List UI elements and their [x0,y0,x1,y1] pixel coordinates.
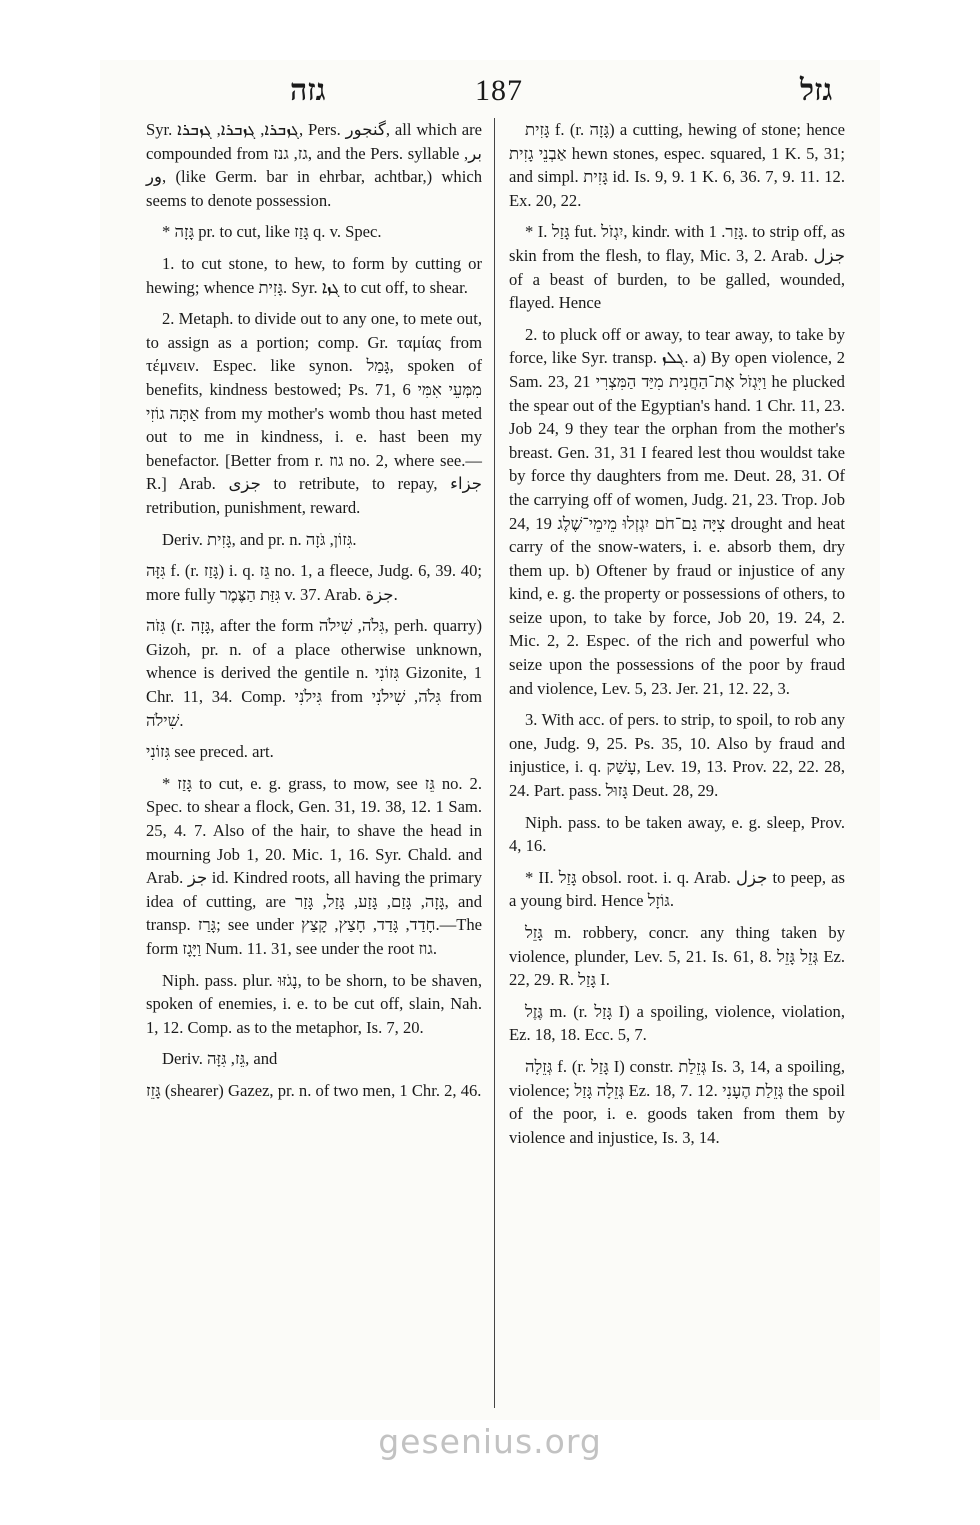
entry-paragraph: גִּזָּה f. (r. גָּזַז) i. q. גֵּז no. 1, a fleece, Judg. 6, 39. 40; more fully גִּזַּת הַצֶּמֶר v. 37. Arab. جزة. [146,561,482,604]
page-number: 187 [475,74,523,107]
entry-paragraph: גָּזֵז (shearer) Gazez, pr. n. of two men, 1 Chr. 2, 46. [146,1080,482,1100]
left-column [146,118,482,1111]
right-column [509,118,845,1157]
running-header [140,74,833,114]
entry-paragraph: * II. גָּזַל obsol. root. i. q. Arab. جزل to peep, as a young bird. Hence גּוֹזָל. [509,867,846,911]
header-left-word: גזה [290,74,326,107]
entry-paragraph: Niph. pass. to be taken away, e. g. sleep, Prov. 4, 16. [509,812,845,856]
entry-paragraph: * גָּזָה pr. to cut, like גָּזַז q. v. Spec. [162,222,382,242]
entry-paragraph: 1. to cut stone, to hew, to form by cutting or hewing; whence גָּזִית. Syr. ܓܙܐ to cut off, to shear. [146,253,482,297]
entry-paragraph: 2. to pluck off or away, to tear away, to take by force, like Syr. transp. ܓܠܙ. a) By open violence, 2 Sam. 23, 21 וַיִּגְזֹל אֶת־הַחֲנִית מִיַּד הַמִּצְרִי he plucked the spear out of the Egyptian's hand. 1 Chr. 11, 23. Job 24, 9 they tear the orphan from the mother's breast. Gen. 31, 31 I feared lest thou wouldst take by force thy daughters from me. Deut. 28, 31. Of the carrying off of women, Judg. 21, 23. Trop. Job 24, 19 צִיָּה גַם־חֹם יִגְזְלוּ מֵימֵי־שֶׁלֶג drought and heat carry of the snow-waters, i. e. absorb them, dry them up. b) Oftener by fraud or injustice of any kind, e. g. the property or possessions of others, to seize upon, to take by force, Job 20, 19. 24, 2. Mic. 2, 2. Espec. of the rich and powerful who seize upon the possessions of the poor by fraud and violence, Lev. 5, 23. Jer. 21, 12. 22, 3. [509,324,845,698]
entry-paragraph: גִּזֹה (r. גָּזָה, after the form גִּלֹה, שִׁילֹה, perh. quarry) Gizoh, pr. n. of a place otherwise unknown, whence is derived the gentile n. גִּזוֹנִי Gizonite, 1 Chr. 11, 34. Comp. גִּילֹנִי from גִּלֹה, שִׁילֹנִי from שִׁילֹה. [146,616,482,730]
column-divider [494,118,495,1408]
entry-paragraph: 2. Metaph. to divide out to any one, to mete out, to assign as a portion; comp. Gr. ταμίας from τέμνειν. Espec. like synon. גָּמַל, spoken of benefits, kindness bestowed; Ps. 71, 6 מִמְּעֵי אִמִּי אַתָּה גוֹזִי from my mother's womb thou hast meted out to me in kindness, i. e. hast been my benefactor. [Better from r. גוז no. 2, where see.—R.] Arab. جزى to retribute, to repay, جزاء retribution, punishment, reward. [146,309,482,517]
entry-paragraph: Deriv. גֵּז, גִּזָּה, and [162,1049,278,1069]
site-watermark: gesenius.org [378,1422,602,1461]
entry-paragraph: גְּזֵלָה f. (r. גָּזַל I) constr. גְּזֵלַת Is. 3, 14, a spoiling, violence; גְּזֵלָה גָּזַל Ez. 18, 7. 12. גְּזֵלַת הֶעָנִי the spoil of the poor, i. e. goods taken from them by violence and injustice, Is. 3, 14. [509,1056,845,1147]
entry-paragraph: 3. With acc. of pers. to strip, to spoil, to rob any one, Judg. 9, 25. Ps. 35, 10. Also by fraud and injustice, i. q. עָשַׁק, Lev. 19, 13. Prov. 22, 22. 28, 24. Part. pass. גָּזוּל Deut. 28, 29. [509,710,845,801]
header-right-word: גזל [800,74,833,107]
entry-paragraph: * גָּזַז to cut, e. g. grass, to mow, see גֵּז no. 2. Spec. to shear a flock, Gen. 31, 19. 38, 12. 1 Sam. 25, 4. 7. Also of the hair, to shave the head in mourning Job 1, 20. Mic. 1, 16. Syr. Chald. and Arab. جز id. Kindred roots, all having the primary idea of cutting, are גָּזָה, גָּזַם, גָּזַע, גָּזַל, גָּזַר, and transp. גָּרַז; see under חָדַד, גָּדַד, חָצַץ, קָצַץ.—The form וַיָּגָז Num. 11. 31, see under the root גוז. [146,773,482,958]
entry-paragraph: גִּזוֹנִי see preced. art. [146,742,274,762]
entry-paragraph: Niph. pass. plur. נָגֹזּוּ, to be shorn, to be shaven, spoken of enemies, i. e. to be cut off, slain, Nah. 1, 12. Comp. as to the metaphor, Is. 7, 20. [146,970,482,1037]
entry-paragraph: Syr. ܓܙܒܪܐ, ܓܙܒܪܐ, ܓܙܒܪܐ, Pers. گنجور, all which are compounded from גז, גנז, and the Pers. syllable بر, ور, (like Germ. bar in ehrbar, achtbar,) which seems to denote possession. [146,120,482,210]
entry-paragraph: גָּזִית f. (r. גָּזָה) a cutting, hewing of stone; hence אַבְנֵי גָזִית hewn stones, espec. squared, 1 K. 5, 31; and simpl. גָּזִית id. Is. 9, 9. 1 K. 6, 36. 7, 9. 11. 12. Ex. 20, 22. [509,120,846,210]
entry-paragraph: Deriv. גָּזִית, and pr. n. גִּזוֹן, גֹּזָה. [162,529,357,549]
entry-paragraph: גָּזֵל m. robbery, concr. any thing taken by violence, plunder, Lev. 5, 21. Is. 61, 8. גְּזֵל גָּזֵל Ez. 22, 29. R. גָּזַל I. [509,923,845,990]
entry-paragraph: גֶּזֶל m. (r. גָּזַל I) a spoiling, violence, violation, Ez. 18, 18. Ecc. 5, 7. [509,1001,845,1045]
entry-paragraph: * I. גָּזַל fut. יִגְזֹל, kindr. with גָּזַר. 1. to strip off, as skin from the flesh, to flay, Mic. 3, 2. Arab. جزل of a beast of burden, to be galled, wounded, flayed. Hence [509,222,845,313]
